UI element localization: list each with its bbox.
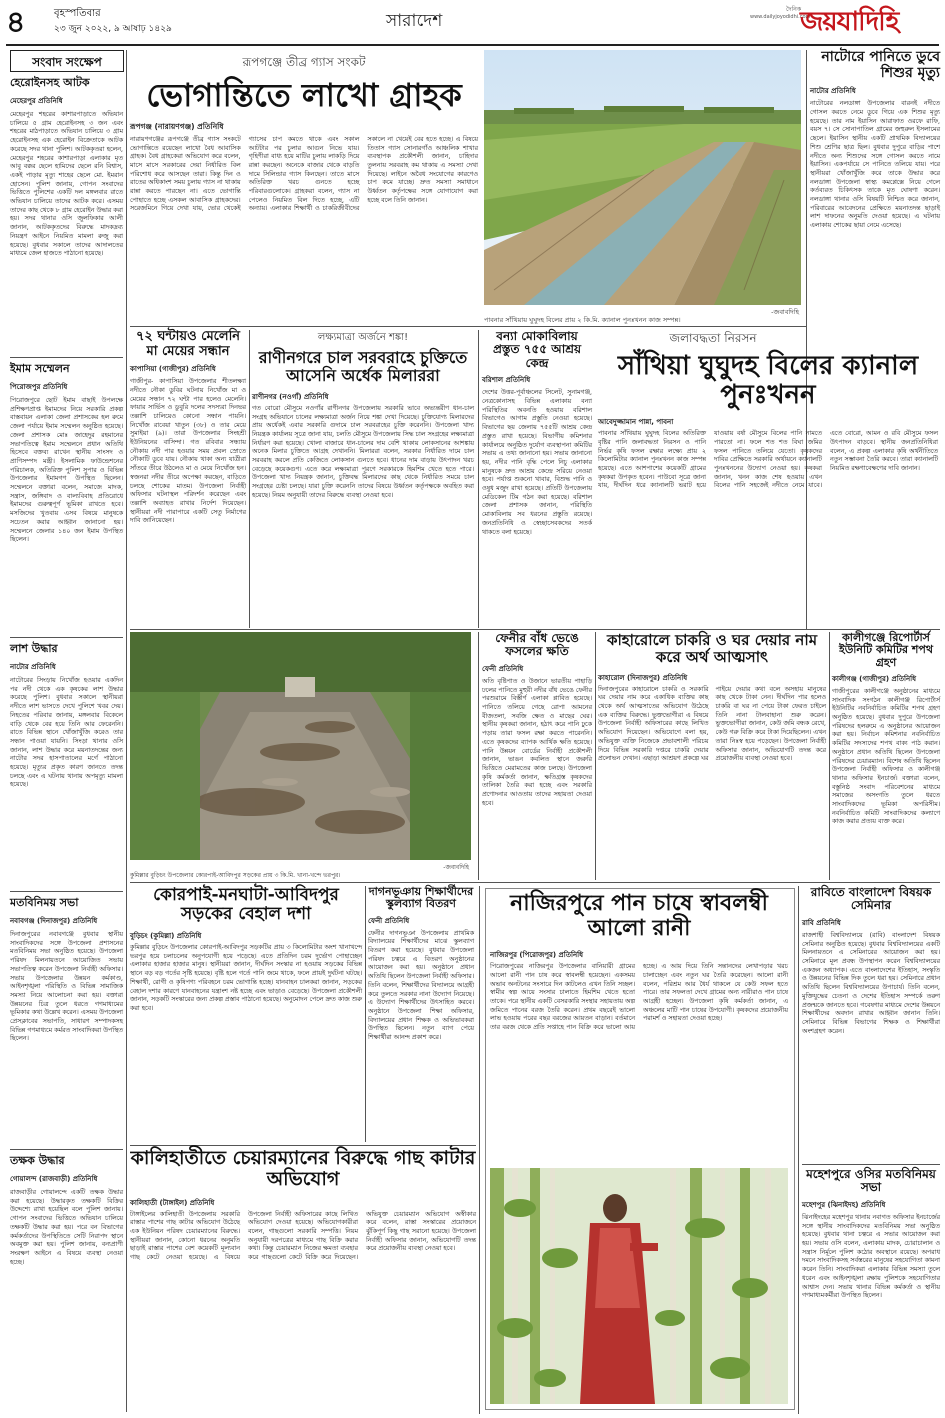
rice-story — [252, 330, 474, 626]
brief-body: মেহেরপুর শহরের কাশারপাড়াতে অভিযান চালিয়ে ৫ গ্রাম হেরোইনসহ ৩ জন এবং শহরের মাঠপাড়াতে অভিযান চালিয়ে ৩ গ্রাম হেরোইনসহ এক হেরোইন বিক্রেতাকে আটক করেছে সদর থানা পুলিশ। আটককৃতরা হলেন, মেহেরপুর শহরের কাশারপাড়া এলাকার মৃত আবু বক্কর ছেলে হামিদের ছেলে রনি বিশ্বাস, একই পাড়ার মৃত্যু শাহের ছেলে মো. ইমরান হোসেন। পুলিশ জানায়, গোপন সংবাদের ভিত্তিতে পুলিশের একটি দল মঙ্গলবার রাতে অভিযান চালিয়ে তাদের আটক করে। এসময় তাদের কাছ থেকে ৮ গ্রাম হেরোইন উদ্ধার করা হয়। সদর থানার ওসি জুলফিকার আলী জানান, আটককৃতদের বিরুদ্ধে মাদকদ্রব্য নিয়ন্ত্রণ আইনে নিয়মিত মামলা রুজু করা হয়েছে। বুধবার সকালে তাদের আদালতের মাধ্যমে জেল হাজতে পাঠানো হয়েছে। — [10, 111, 123, 258]
missing-byline: কাপাসিয়া (গাজীপুর) প্রতিনিধি — [130, 365, 216, 374]
canal-byline: আবেদুজ্জামান পান্না, পাবনা — [598, 418, 674, 427]
schoolbag-headline: দাগনভূঞায় শিক্ষার্থীদের স্কুলব্যাগ বিতরণ — [368, 885, 474, 911]
brief-headline: তক্ষক উদ্ধার — [10, 1154, 65, 1167]
maheshpur-story — [802, 1168, 940, 1414]
paan-body: পিরোজপুরের নাজিরপুর উপজেলার বানিয়ারী গ্রামের আলো রানী পান চাষ করে স্বাবলম্বী হয়েছেন। একসময় অভাব অনটনের সংসারে দিন কাটলেও এখন তিনি সচ্ছল। স্বামীর স্বল্প আয়ে সংসার চালাতে হিমশিম খেতে হতো তাকে। পরে স্থানীয় একটি বেসরকারি সংস্থার সহায়তায় অল্প জমিতে পানের বরজ তৈরি করেন। প্রথম বছরেই ভালো লাভ হওয়ায় পরের বছর বরজের আয়তন বাড়ান। বর্তমানে তার বরজ থেকে প্রতি সপ্তাহে পান বিক্রি করে ভালো আয় হচ্ছে। এ আয় দিয়ে তিনি সন্তানদের লেখাপড়ার খরচ চালাচ্ছেন এবং নতুন ঘর তৈরি করেছেন। আলো রানী বলেন, পরিশ্রম আর ধৈর্য থাকলে যে কেউ সফল হতে পারে। তার সফলতা দেখে গ্রামের অন্য নারীরাও পান চাষে আগ্রহী হচ্ছেন। উপজেলা কৃষি কর্মকর্তা জানান, এ অঞ্চলের মাটি পান চাষের উপযোগী। কৃষকদের প্রয়োজনীয় পরামর্শ ও সহায়তা দেওয়া হচ্ছে। — [490, 963, 788, 1032]
road-byline: বুড়িচং (কুমিল্লা) প্রতিনিধি — [130, 932, 202, 941]
logo-small: দৈনিক — [786, 6, 802, 13]
lead-body: নারায়ণগঞ্জের রূপগঞ্জে তীব্র গ্যাস সংকটে ভোগান্তিতে রয়েছেন লাখো বৈধ আবাসিক গ্রাহক। বৈধ গ্রাহকেরা অভিযোগ করে বলেন, মাসে মাসে সরকারের দেয়া নির্ধারিত বিল পরিশোধ করে আসছেন তারা। কিন্তু দিন ও রাতের অধিকাংশ সময় চুলায় গ্যাস না থাকায় রান্না করতে পারছেন না। এতে ভোগান্তি পোহাতে হচ্ছে এসকল আবাসিক গ্রাহকদের। সরেজমিনে গিয়ে দেখা যায়, ভোর থেকেই গ্যাসের চাপ কমতে থাকে এবং সকাল আটটার পর চুলার আগুন নিভে যায়। গৃহিণীরা বাধ্য হয়ে মাটির চুলায় লাকড়ি দিয়ে রান্না করছেন। অনেকে বাজার থেকে বাড়তি দামে সিলিন্ডার গ্যাস কিনছেন। তাতে মাসে অতিরিক্ত খরচ গুনতে হচ্ছে পরিবারগুলোকে। গ্রাহকরা বলেন, গ্যাস না পেলেও নিয়মিত বিল দিতে হচ্ছে, এটি অন্যায়। এলাকার শিক্ষার্থী ও চাকরিজীবীদের সকালে না খেয়েই বের হতে হচ্ছে। এ বিষয়ে তিতাস গ্যাস সোনারগাঁও আঞ্চলিক শাখার ব্যবস্থাপক প্রকৌশলী জানান, চাহিদার তুলনায় সরবরাহ কম থাকায় এ সমস্যা দেখা দিয়েছে। লাইনে অবৈধ সংযোগের কারণেও চাপ কমে যাচ্ছে। দ্রুত সমস্যা সমাধানে উর্ধ্বতন কর্তৃপক্ষের সঙ্গে যোগাযোগ করা হচ্ছে বলে তিনি জানান। — [130, 135, 478, 213]
road-story — [130, 886, 362, 1142]
divider — [10, 891, 123, 892]
caption-text: কুমিল্লার বুড়িচং উপজেলার কোরপাই-আবিদপুর সড়কের প্রায় ৩ কি.মি. খানা-খন্দে ভরপুর। — [130, 872, 341, 879]
fraud-byline: কাহারোল (দিনাজপুর) প্রতিনিধি — [598, 673, 688, 682]
brief-body: দিনাজপুরের নবাবগঞ্জে বুধবার স্থানীয় সাংবাদিকদের সঙ্গে উপজেলা প্রশাসনের মতবিনিময় সভা অনুষ্ঠিত হয়েছে। উপজেলা পরিষদ মিলনায়তনে আয়োজিত সভায় সভাপতিত্ব করেন উপজেলা নির্বাহী অফিসার। সভায় উপজেলার উন্নয়ন কর্মকাণ্ড, আইনশৃঙ্খলা পরিস্থিতি ও বিভিন্ন সামাজিক সমস্যা নিয়ে আলোচনা করা হয়। বক্তারা উন্নয়নের চিত্র তুলে ধরতে গণমাধ্যমের ভূমিকার কথা উল্লেখ করেন। এসময় উপজেলা প্রেসক্লাবের সভাপতি, সাধারণ সম্পাদকসহ বিভিন্ন গণমাধ্যমে কর্মরত সাংবাদিকরা উপস্থিত ছিলেন। — [10, 931, 123, 1043]
fraud-story — [598, 632, 826, 878]
brief-body-recovery — [10, 640, 123, 890]
divider — [798, 886, 799, 1414]
tree-story — [130, 1148, 476, 1414]
missing-story — [130, 330, 246, 626]
missing-headline: ৭২ ঘন্টায়ও মেলেনি মা মেয়ের সন্ধান — [135, 329, 241, 359]
brief-byline: নাটোর প্রতিনিধি — [10, 663, 56, 671]
canal-story — [598, 330, 938, 626]
drowning-headline: নাটোরে পানিতে ডুবে শিশুর মৃত্যু — [821, 49, 940, 81]
paan-byline: নাজিরপুর (পিরোজপুর) প্রতিনিধি — [490, 951, 584, 960]
header-rule — [6, 44, 939, 46]
feni-dam-headline: ফেনীর বাঁধ ভেঙে ফসলের ক্ষতি — [495, 631, 579, 659]
brief-headline: লাশ উদ্ধার — [10, 642, 58, 655]
canal-photo-caption — [484, 307, 801, 324]
divider — [10, 637, 123, 638]
schoolbag-byline: ফেনী প্রতিনিধি — [368, 916, 410, 925]
schoolbag-story — [368, 886, 474, 1142]
lead-byline: রূপগঞ্জ (নারায়ণগঞ্জ) প্রতিনিধি — [130, 121, 224, 131]
rice-byline: রাণীনগর (নওগাঁ) প্রতিনিধি — [252, 392, 329, 401]
divider — [130, 629, 940, 630]
tree-body: টাঙ্গাইলের কালিহাতী উপজেলায় সরকারি রাস্তার পাশের গাছ কাটার অভিযোগ উঠেছে এক ইউনিয়ন পরিষদ চেয়ারম্যানের বিরুদ্ধে। স্থানীয়রা জানান, কোনো ধরনের অনুমতি ছাড়াই রাস্তার পাশের বেশ কয়েকটি মূল্যবান গাছ কেটে নেওয়া হয়েছে। এ বিষয়ে উপজেলা নির্বাহী অফিসারের কাছে লিখিত অভিযোগ দেওয়া হয়েছে। অভিযোগকারীরা বলেন, গাছগুলো সরকারি সম্পত্তি। নিয়ম অনুযায়ী দরপত্রের মাধ্যমে গাছ বিক্রি করার কথা। কিন্তু চেয়ারম্যান নিজের ক্ষমতা ব্যবহার করে গাছগুলো কেটে বিক্রি করে দিয়েছেন। অভিযুক্ত চেয়ারম্যান অভিযোগ অস্বীকার করে বলেন, রাস্তা সংস্কারের প্রয়োজনে ঝুঁকিপূর্ণ কিছু গাছ সরানো হয়েছে। উপজেলা নির্বাহী অফিসার জানান, অভিযোগটি তদন্ত করে প্রয়োজনীয় ব্যবস্থা নেওয়া হবে। — [130, 1210, 476, 1262]
page-header — [0, 0, 945, 44]
fraud-body: দিনাজপুরের কাহারোলে চাকরি ও সরকারি ঘর দেয়ার নাম করে একাধিক ব্যক্তির কাছ থেকে অর্থ আত্মসাতের অভিযোগ উঠেছে এক ব্যক্তির বিরুদ্ধে। ভুক্তভোগীরা এ বিষয়ে উপজেলা নির্বাহী অফিসারের কাছে লিখিত অভিযোগ দিয়েছেন। অভিযোগে বলা হয়, অভিযুক্ত ব্যক্তি নিজেকে প্রভাবশালী পরিচয় দিয়ে বিভিন্ন সরকারি দপ্তরে চাকরি দেয়ার প্রলোভন দেখান। এছাড়া আশ্রয়ণ প্রকল্পে ঘর পাইয়ে দেয়ার কথা বলে অসহায় মানুষের কাছ থেকে টাকা নেন। দীর্ঘদিন পার হলেও চাকরি বা ঘর না পেয়ে টাকা ফেরত চাইলে তিনি নানা টালবাহানা শুরু করেন। ভুক্তভোগীরা জানান, কেউ জমি বন্ধক রেখে, কেউ গরু বিক্রি করে টাকা দিয়েছিলেন। এখন তারা নিঃস্ব হয়ে পড়েছেন। উপজেলা নির্বাহী অফিসার জানান, অভিযোগটি তদন্ত করে প্রয়োজনীয় ব্যবস্থা নেওয়া হবে। — [598, 685, 826, 763]
brief-headline: হেরোইনসহ আটক — [10, 76, 90, 89]
divider — [130, 326, 806, 327]
drowning-byline: নাটোর প্রতিনিধি — [810, 87, 856, 96]
logo-url: www.dailyjoyodidhi.com — [750, 14, 811, 20]
divider — [10, 357, 123, 358]
feni-dam-body: অতি বৃষ্টিপাত ও উজানে ভারতীয় পাহাড়ি ঢলের পানিতে মুহুরী নদীর বাঁধ ভেঙে ফেনীর পরশুরামে বিস্তীর্ণ এলাকা প্লাবিত হয়েছে। পানিতে তলিয়ে গেছে রোপা আমনের বীজতলা, সবজি ক্ষেত ও মাছের ঘের। স্থানীয় কৃষকরা জানান, হঠাৎ করে পানি ঢুকে পড়ায় তারা ফসল রক্ষা করতে পারেননি। এতে কৃষকদের ব্যাপক আর্থিক ক্ষতি হয়েছে। পানি উন্নয়ন বোর্ডের নির্বাহী প্রকৌশলী জানান, ভাঙন কবলিত স্থানে জরুরি ভিত্তিতে মেরামতের কাজ চলছে। উপজেলা কৃষি কর্মকর্তা জানান, ক্ষতিগ্রস্ত কৃষকদের তালিকা তৈরি করা হচ্ছে এবং সরকারি প্রণোদনার আওতায় তাদের সহায়তা দেওয়া হবে। — [482, 677, 592, 807]
reporters-story — [832, 632, 940, 878]
divider — [130, 1145, 476, 1146]
divider — [10, 1149, 123, 1150]
paan-farmer-photo — [490, 1168, 788, 1404]
brief-gecko — [10, 1152, 123, 1414]
canal-headline: সাঁথিয়া ঘুঘুদহ বিলের ক্যানাল পুনঃখনন — [617, 351, 919, 411]
brief-headline: ইমাম সম্মেলন — [10, 362, 70, 375]
brief-byline: গোয়ালন্দ (রাজবাড়ী) প্রতিনিধি — [10, 1175, 98, 1183]
divider — [802, 1164, 940, 1165]
sidebar-column-rule — [126, 50, 127, 1412]
seminar-byline: রাবি প্রতিনিধি — [802, 918, 841, 927]
divider — [829, 632, 830, 880]
feni-dam-byline: ফেনী প্রতিনিধি — [482, 664, 524, 673]
seminar-body: রাজশাহী বিশ্ববিদ্যালয়ে (রাবি) বাংলাদেশ বিষয়ক সেমিনার অনুষ্ঠিত হয়েছে। বুধবার বিশ্ববিদ্যালয়ের একটি মিলনায়তনে এ সেমিনারের আয়োজন করা হয়। সেমিনারে মূল প্রবন্ধ উপস্থাপন করেন বিশ্ববিদ্যালয়ের একজন অধ্যাপক। এতে বাংলাদেশের ইতিহাস, সংস্কৃতি ও উন্নয়নের বিভিন্ন দিক তুলে ধরা হয়। সেমিনারে প্রধান অতিথি ছিলেন বিশ্ববিদ্যালয়ের উপাচার্য। তিনি বলেন, মুক্তিযুদ্ধের চেতনা ও দেশের ইতিহাস সম্পর্কে তরুণ প্রজন্মকে জানতে হবে। গবেষণার মাধ্যমে দেশের উন্নয়নে শিক্ষার্থীদের অবদান রাখার আহ্বান জানান তিনি। সেমিনারে বিভিন্ন বিভাগের শিক্ষক ও শিক্ষার্থীরা অংশগ্রহণ করেন। — [802, 931, 940, 1035]
maheshpur-headline: মহেশপুরে ওসির মতবিনিময় সভা — [806, 1167, 936, 1195]
road-photo-caption — [130, 862, 471, 879]
rice-kicker: লক্ষ্যমাত্রা অর্জনে শঙ্কা! — [317, 332, 409, 343]
lead-story — [130, 50, 478, 322]
lead-kicker: রূপগঞ্জে তীব্র গ্যাস সংকট — [242, 55, 366, 69]
road-body: কুমিল্লার বুড়িচং উপজেলার কোরপাই-আবিদপুর সড়কটির প্রায় ৩ কিলোমিটার অংশ খানাখন্দে ভরপুর হয়ে চলাচলের অনুপযোগী হয়ে পড়েছে। এতে প্রতিদিন চরম দুর্ভোগ পোহাচ্ছেন এলাকার হাজার হাজার মানুষ। স্থানীয়রা জানান, দীর্ঘদিন সংস্কার না হওয়ায় সড়কের বিভিন্ন স্থানে বড় বড় গর্তের সৃষ্টি হয়েছে। বৃষ্টি হলে গর্তে পানি জমে থাকে, ফলে প্রায়ই দুর্ঘটনা ঘটছে। শিক্ষার্থী, রোগী ও কৃষিপণ্য পরিবহনে চরম ভোগান্তি হচ্ছে। যানবাহন চালকরা জানান, সড়কের বেহাল দশার কারণে যানবাহনের যন্ত্রাংশ নষ্ট হচ্ছে এবং ভাড়াও বেড়েছে। উপজেলা প্রকৌশলী জানান, সড়কটি সংস্কারের জন্য প্রকল্প প্রস্তাব পাঠানো হয়েছে। অনুমোদন পেলে দ্রুত কাজ শুরু করা হবে। — [130, 944, 362, 1012]
schoolbag-body: ফেনীর দাগনভূঞা উপজেলায় প্রাথমিক বিদ্যালয়ের শিক্ষার্থীদের মাঝে স্কুলব্যাগ বিতরণ করা হয়েছে। বুধবার উপজেলা পরিষদ চত্বরে এ বিতরণ অনুষ্ঠানের আয়োজন করা হয়। অনুষ্ঠানে প্রধান অতিথি ছিলেন উপজেলা নির্বাহী অফিসার। তিনি বলেন, শিক্ষার্থীদের বিদ্যালয়ে আগ্রহী করে তুলতে সরকার নানা উদ্যোগ নিয়েছে। এ উদ্যোগ শিক্ষার্থীদের উৎসাহিত করবে। অনুষ্ঠানে উপজেলা শিক্ষা অফিসার, বিদ্যালয়ের প্রধান শিক্ষক ও অভিভাবকরা উপস্থিত ছিলেন। নতুন ব্যাগ পেয়ে শিক্ষার্থীরা আনন্দ প্রকাশ করে। — [368, 929, 474, 1042]
caption-text: পাবনার সাঁথিয়ায় ঘুঘুদহ বিলের প্রায় ২ কি.মি. ক্যানাল পুনঃখনন কাজ সম্পন্ন। — [484, 316, 681, 324]
road-headline: কোরপাই-মনঘাটা-আবিদপুর সড়কের বেহাল দশা — [153, 885, 339, 925]
rice-body: গত বোরো মৌসুমে নওগাঁর রাণীনগর উপজেলায় সরকারি ভাবে অভ্যন্তরীণ ধান-চাল সংগ্রহ অভিযানে চালের লক্ষ্যমাত্রা অর্জন নিয়ে শঙ্কা দেখা দিয়েছে। চুক্তিযোগ্য মিলারদের প্রায় অর্ধেকই এবার সরকারি গুদামে চাল সরবরাহের চুক্তি করেননি। উপজেলা খাদ্য নিয়ন্ত্রক কার্যালয় সূত্রে জানা যায়, চলতি মৌসুমে উপজেলায় সিদ্ধ চাল সংগ্রহের লক্ষ্যমাত্রা নির্ধারণ করা হয়েছে। খোলা বাজারে ধান-চালের দাম বেশি থাকায় লোকসানের আশঙ্কায় অনেক মিলার চুক্তিতে আগ্রহ দেখাননি। মিলাররা বলেন, সরকার নির্ধারিত দামে চাল সরবরাহ করলে প্রতি কেজিতে লোকসান গুনতে হবে। ধানের দাম বাড়ায় উৎপাদন খরচ বেড়েছে কয়েকগুণ। এতে করে লক্ষ্যমাত্রা পূরণে সরকারকে হিমশিম খেতে হতে পারে। উপজেলা খাদ্য নিয়ন্ত্রক জানান, চুক্তিবদ্ধ মিলারদের কাছ থেকে নির্ধারিত সময়ে চাল সংগ্রহের চেষ্টা চলছে। যারা চুক্তি করেননি তাদের বিষয়ে উর্ধ্বতন কর্তৃপক্ষকে অবহিত করা হয়েছে। নিয়ম অনুযায়ী তাদের বিরুদ্ধে ব্যবস্থা নেওয়া হবে। — [252, 404, 474, 499]
flood-headline: বন্যা মোকাবিলায় প্রস্তুত ৭৫৫ আশ্রয় কেন্দ্র — [492, 329, 582, 370]
brief-headline: মতবিনিময় সভা — [10, 896, 79, 909]
divider — [249, 330, 250, 628]
rice-headline: রাণীনগরে চাল সরবরাহে চুক্তিতে আসেনি অর্ধেক মিলাররা — [258, 348, 468, 385]
caption-credit: -জবাবদিহি — [443, 864, 469, 871]
section-title: সারাদেশ — [386, 11, 443, 31]
flood-body: দেশের উত্তর-পূর্বাঞ্চলের সিলেট, সুনামগঞ্জ, নেত্রকোনাসহ বিভিন্ন এলাকায় বন্যা পরিস্থিতির অবনতি হওয়ায় বরিশাল বিভাগেও আগাম প্রস্তুতি নেওয়া হয়েছে। বিভাগের ছয় জেলায় ৭৫৫টি আশ্রয় কেন্দ্র প্রস্তুত রাখা হয়েছে। বিভাগীয় কমিশনার কার্যালয়ে অনুষ্ঠিত দুর্যোগ ব্যবস্থাপনা কমিটির সভায় এ তথ্য জানানো হয়। সভায় জানানো হয়, নদীর পানি বৃদ্ধি পেলে নিচু এলাকার মানুষকে দ্রুত আশ্রয় কেন্দ্রে সরিয়ে নেওয়া হবে। পর্যাপ্ত শুকনো খাবার, বিশুদ্ধ পানি ও ওষুধ মজুদ রাখা হয়েছে। প্রতিটি উপজেলায় মেডিকেল টিম গঠন করা হয়েছে। বরিশাল জেলা প্রশাসক জানান, পরিস্থিতি মোকাবিলায় সব ধরনের প্রস্তুতি রয়েছে। জনপ্রতিনিধি ও স্বেচ্ছাসেবকদের সতর্ক থাকতে বলা হয়েছে। — [482, 389, 592, 536]
header-date: ২৩ জুন ২০২২, ৯ আষাঢ় ১৪২৯ — [54, 24, 172, 34]
missing-body: গাজীপুর- কাপাসিয়া উপজেলার শীতলক্ষ্যা নদীতে নৌকা ডুবির ঘটনায় নিখোঁজ মা ও মেয়ের সন্ধান ৭২ ঘন্টা পার হলেও মেলেনি। ফায়ার সার্ভিস ও ডুবুরি দলের সদস্যরা দিনভর তল্লাশি চালিয়েও কোনো সন্ধান পায়নি। নিখোঁজ রাবেয়া খাতুন (৩৮) ও তার মেয়ে সুমাইয়া (৯)। তারা উপজেলার সিংহশ্রী ইউনিয়নের বাসিন্দা। গত রবিবার সন্ধ্যায় নৌকায় নদী পার হওয়ার সময় প্রবল স্রোতে নৌকাটি ডুবে যায়। নৌকায় থাকা অন্য যাত্রীরা সাঁতরে তীরে উঠলেও মা ও মেয়ে নিখোঁজ হন। স্বজনরা নদীর তীরে অপেক্ষা করছেন, বাড়িতে চলছে শোকের মাতম। উপজেলা নির্বাহী অফিসার ঘটনাস্থল পরিদর্শন করেছেন এবং তল্লাশি অব্যাহত রাখার নির্দেশ দিয়েছেন। স্থানীয়রা নদী পারাপারে একটি সেতু নির্মাণের দাবি জানিয়েছেন। — [130, 378, 246, 525]
canal-kicker: জলাবদ্ধতা নিরসন — [669, 331, 757, 345]
canal-photo — [484, 50, 801, 305]
flood-byline: বরিশাল প্রতিনিধি — [482, 376, 531, 385]
news-brief-box-title: সংবাদ সংক্ষেপ — [10, 50, 124, 72]
page-number: ৪ — [6, 5, 26, 40]
flood-story — [482, 330, 592, 626]
caption-credit: -জবাবদিহি — [771, 308, 799, 316]
divider — [478, 632, 479, 880]
road-photo — [130, 632, 471, 860]
tree-byline: কালিহাতী (টাঙ্গাইল) প্রতিনিধি — [130, 1198, 215, 1207]
brief-body: পিরোজপুরে ছোট ইমাম বাছাই উপলক্ষে প্রশিক্ষণপ্রাপ্ত ইমামদের নিয়ে সরকারি প্রকল্প বাস্তবায়ন এলাকা জেলা প্রশাসকের হল রুমে জেলা পর্যায়ে ইমাম সম্মেলন অনুষ্ঠিত হয়েছে। জেলা প্রশাসক মোঃ জাহেদুর রহমানের সভাপতিত্বে ইমাম সম্মেলনে প্রধান অতিথি হিসেবে বক্তব্য রাখেন স্থানীয় সাংসদ ও প্রাণিসম্পদ মন্ত্রী। ইসলামিক ফাউন্ডেশনের পরিচালক, অতিরিক্ত পুলিশ সুপার ও বিভিন্ন উপজেলার ইমামগণ উপস্থিত ছিলেন। সম্মেলনে বক্তারা বলেন, সমাজে মাদক, সন্ত্রাস, জঙ্গিবাদ ও বাল্যবিবাহ প্রতিরোধে ইমামদের গুরুত্বপূর্ণ ভূমিকা রাখতে হবে। মসজিদের খুতবায় এসব বিষয়ে মানুষকে সচেতন করার আহ্বান জানানো হয়। সম্মেলনে জেলার ১৪০ জন ইমাম উপস্থিত ছিলেন। — [10, 397, 123, 544]
drowning-body: নাটোরের নলডাঙ্গা উপজেলার বারনই নদীতে গোসল করতে নেমে ডুবে গিয়ে এক শিশুর মৃত্যু হয়েছে। তার নাম ইয়াসিন আরাফাত ওরফে রাফি, বয়স ৭। সে সোনাপাতিল গ্রামের জহুরুল ইসলামের ছেলে। ইয়াসিন স্থানীয় একটি প্রাথমিক বিদ্যালয়ের শিশু শ্রেণির ছাত্র ছিল। বুধবার দুপুরে বাড়ির পাশে নদীতে অন্য শিশুদের সঙ্গে গোসল করতে নামে ইয়াসিন। একপর্যায়ে সে পানিতে তলিয়ে যায়। পরে স্থানীয়রা খোঁজাখুঁজি করে তাকে উদ্ধার করে নলডাঙ্গা উপজেলা স্বাস্থ্য কমপ্লেক্সে নিয়ে গেলে কর্তব্যরত চিকিৎসক তাকে মৃত ঘোষণা করেন। নলডাঙ্গা থানার ওসি বিষয়টি নিশ্চিত করে জানান, পরিবারের আবেদনের প্রেক্ষিতে ময়নাতদন্ত ছাড়াই লাশ দাফনের অনুমতি দেওয়া হয়েছে। এ ঘটনায় এলাকায় শোকের ছায়া নেমে এসেছে। — [810, 100, 940, 230]
brief-body: রাজবাড়ীর গোয়ালন্দে একটি তক্ষক উদ্ধার করা হয়েছে। উদ্ধারকৃত তক্ষকটি বিক্রির উদ্দেশ্যে রাখা হয়েছিল বলে পুলিশ জানায়। গোপন সংবাদের ভিত্তিতে অভিযান চালিয়ে তক্ষকটি উদ্ধার করা হয়। পরে বন বিভাগের কর্মকর্তাদের উপস্থিতিতে সেটি নিরাপদ স্থানে অবমুক্ত করা হয়। পুলিশ জানায়, বন্যপ্রাণী সংরক্ষণ আইনে এ বিষয়ে ব্যবস্থা নেওয়া হচ্ছে। — [10, 1189, 123, 1266]
feni-dam-story — [482, 632, 592, 878]
divider — [479, 886, 480, 1414]
brief-heroin — [10, 74, 123, 356]
divider — [478, 330, 479, 628]
brief-byline: মেহেরপুর প্রতিনিধি — [10, 97, 63, 105]
maheshpur-byline: মহেশপুর (ঝিনাইদহ) প্রতিনিধি — [802, 1200, 886, 1209]
seminar-story — [802, 886, 940, 1162]
tree-headline: কালিহাতীতে চেয়ারম্যানের বিরুদ্ধে গাছ কাটার অভিযোগ — [130, 1147, 476, 1191]
lead-headline: ভোগান্তিতে লাখো গ্রাহক — [146, 76, 462, 114]
brief-imam — [10, 360, 123, 636]
newspaper-logo: জয়যাদিহি — [800, 7, 899, 37]
maheshpur-body: ঝিনাইদহের মহেশপুর থানায় নবাগত অফিসার ইনচার্জের সঙ্গে স্থানীয় সাংবাদিকদের মতবিনিময় সভা অনুষ্ঠিত হয়েছে। বুধবার থানা চত্বরে এ সভার আয়োজন করা হয়। সভায় ওসি বলেন, এলাকায় মাদক, চোরাচালান ও সন্ত্রাস নির্মূলে পুলিশ কঠোর অবস্থানে রয়েছে। অপরাধ দমনে সাংবাদিকসহ সর্বস্তরের মানুষের সহযোগিতা কামনা করেন তিনি। সাংবাদিকরা এলাকার বিভিন্ন সমস্যা তুলে ধরেন এবং আইনশৃঙ্খলা রক্ষায় পুলিশকে সহযোগিতার আশ্বাস দেন। সভায় থানার বিভিন্ন কর্মকর্তা ও স্থানীয় গণমাধ্যমকর্মীরা উপস্থিত ছিলেন। — [802, 1213, 940, 1300]
brief-byline: পিরোজপুর প্রতিনিধি — [10, 383, 68, 391]
canal-body: পাবনার সাঁথিয়ায় ঘুঘুদহ বিলের অতিরিক্ত বৃষ্টির পানি জলাবদ্ধতা নিরসন ও পানি নির্ভর কৃষি ফসল রক্ষার লক্ষ্যে প্রায় ২ কিলোমিটার ক্যানাল পুনঃখনন কাজ সম্পন্ন হয়েছে। এতে আশপাশের কয়েকটি গ্রামের কৃষকরা উপকৃত হবেন। পাউবো সূত্রে জানা যায়, দীর্ঘদিন ধরে ক্যানালটি ভরাট হয়ে যাওয়ায় বর্ষা মৌসুমে বিলের পানি নামতে পারতো না। ফলে শত শত বিঘা জমির ফসল পানিতে তলিয়ে যেতো। কৃষকদের দাবির প্রেক্ষিতে সরকারি অর্থায়নে ক্যানালটি পুনঃখননের উদ্যোগ নেওয়া হয়। কৃষকরা জানান, খনন কাজ শেষ হওয়ায় এখন বিলের পানি সহজেই নদীতে নেমে যাবে। এতে বোরো, আমন ও রবি মৌসুমে ফসল উৎপাদন বাড়বে। স্থানীয় জনপ্রতিনিধিরা বলেন, এ প্রকল্প এলাকার কৃষি অর্থনীতিতে নতুন সম্ভাবনা তৈরি করবে। তারা ক্যানালটি নিয়মিত রক্ষণাবেক্ষণের দাবি জানান। — [598, 430, 938, 490]
reporters-body: গাজীপুরের কালীগঞ্জে অনুষ্ঠানের মাধ্যমে সাংবাদিক সংগঠন কালীগঞ্জ রিপোর্টার্স ইউনিটির নবনির্বাচিত কমিটির শপথ গ্রহণ অনুষ্ঠিত হয়েছে। বুধবার দুপুরে উপজেলা পরিষদের হলরুমে এ অনুষ্ঠানের আয়োজন করা হয়। নির্বাচন কমিশনার নবনির্বাচিত কমিটির সদস্যদের শপথ বাক্য পাঠ করান। অনুষ্ঠানে প্রধান অতিথি ছিলেন উপজেলা পরিষদের চেয়ারম্যান। বিশেষ অতিথি ছিলেন উপজেলা নির্বাহী অফিসার ও কালীগঞ্জ থানার অফিসার ইনচার্জ। বক্তারা বলেন, বস্তুনিষ্ঠ সংবাদ পরিবেশনের মাধ্যমে সমাজের অসংগতি তুলে ধরতে সাংবাদিকদের ভূমিকা অপরিসীম। নবনির্বাচিত কমিটি সাংবাদিকদের কল্যাণে কাজ করার প্রত্যয় ব্যক্ত করে। — [832, 687, 940, 826]
fraud-headline: কাহারোলে চাকরি ও ঘর দেয়ার নাম করে অর্থ আত্মসাৎ — [606, 631, 818, 666]
reporters-byline: কালীগঞ্জ (গাজীপুর) প্রতিনিধি — [832, 674, 917, 683]
paan-headline: নাজিরপুরে পান চাষে স্বাবলম্বী আলো রানী — [510, 891, 768, 941]
divider — [595, 632, 596, 880]
seminar-headline: রাবিতে বাংলাদেশ বিষয়ক সেমিনার — [810, 885, 932, 913]
header-day: বৃহস্পতিবার — [54, 8, 101, 19]
divider — [130, 882, 940, 883]
divider — [365, 886, 366, 1142]
reporters-headline: কালীগঞ্জে রিপোর্টার্স ইউনিটি কমিটির শপথ গ্রহণ — [838, 631, 934, 669]
brief-body: নাটোরের সিংড়ায় নিখোঁজ হওয়ার একদিন পর নদী থেকে এক কৃষকের লাশ উদ্ধার করেছে পুলিশ। বুধবার সকালে স্থানীয়রা নদীতে লাশ ভাসতে দেখে পুলিশে খবর দেয়। নিহতের পরিবার জানায়, মঙ্গলবার বিকেলে বাড়ি থেকে বের হয়ে তিনি আর ফেরেননি। রাতে বিভিন্ন স্থানে খোঁজাখুঁজি করেও তার সন্ধান পাওয়া যায়নি। সিংড়া থানার ওসি জানান, লাশ উদ্ধার করে ময়নাতদন্তের জন্য নাটোর সদর হাসপাতালের মর্গে পাঠানো হয়েছে। মৃত্যুর প্রকৃত কারণ জানতে তদন্ত চলছে এবং এ ঘটনায় থানায় অপমৃত্যু মামলা হয়েছে। — [10, 677, 123, 789]
brief-byline: নবাবগঞ্জ (দিনাজপুর) প্রতিনিধি — [10, 917, 98, 925]
brief-meeting — [10, 894, 123, 1148]
